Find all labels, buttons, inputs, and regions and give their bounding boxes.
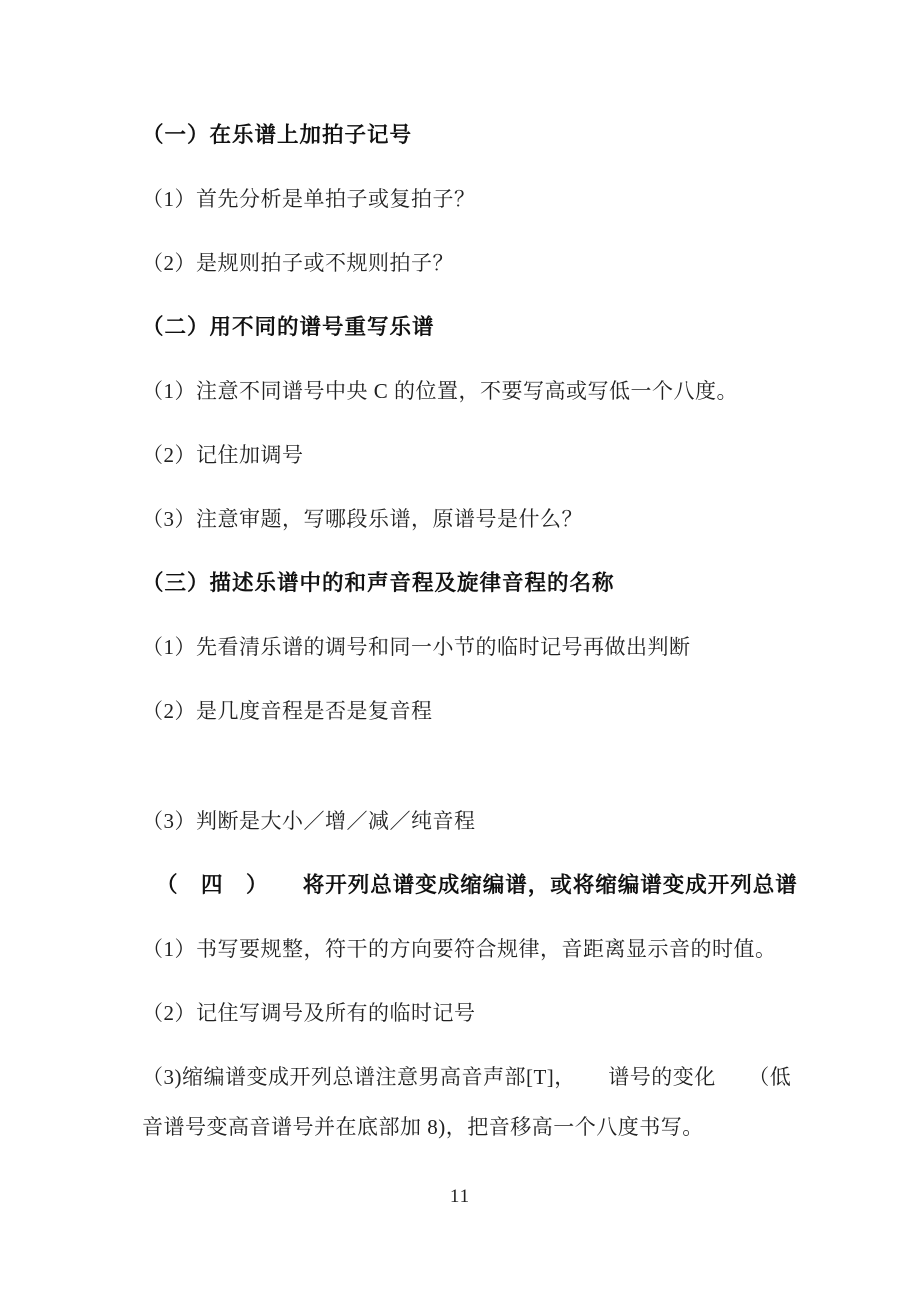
section-3-item-1: （1）先看清乐谱的调号和同一小节的临时记号再做出判断 bbox=[142, 635, 691, 659]
section-2-heading: （二）用不同的谱号重写乐谱 bbox=[142, 315, 435, 339]
section-3-item-3: （3）判断是大小／增／减／纯音程 bbox=[142, 809, 476, 833]
section-1-item-1: （1）首先分析是单拍子或复拍子？ bbox=[142, 187, 476, 211]
section-4-item-3-line-2: 音谱号变高音谱号并在底部加 8)，把音移高一个八度书写。 bbox=[142, 1115, 704, 1139]
section-2-item-1: （1）注意不同谱号中央 C 的位置，不要写高或写低一个八度。 bbox=[142, 379, 739, 403]
page-number: 11 bbox=[449, 1186, 471, 1207]
section-1-heading: （一）在乐谱上加拍子记号 bbox=[142, 123, 413, 147]
blank-line bbox=[142, 750, 804, 796]
section-2-item-3: （3）注意审题，写哪段乐谱，原谱号是什么？ bbox=[142, 507, 583, 531]
document-body bbox=[142, 110, 804, 1166]
section-3-item-2: （2）是几度音程是否是复音程 bbox=[142, 699, 433, 723]
section-2-item-2: （2）记住加调号 bbox=[142, 443, 304, 467]
section-1-item-2: （2）是规则拍子或不规则拍子？ bbox=[142, 251, 454, 275]
section-4-item-3-line-1: （3)缩编谱变成开列总谱注意男高音声部[T]， 谱号的变化 （低 bbox=[142, 1065, 792, 1089]
section-4-heading: （ 四 ） 将开列总谱变成缩编谱，或将缩编谱变成开列总谱 bbox=[156, 873, 798, 897]
section-4-item-1: （1）书写要规整，符干的方向要符合规律，音距离显示音的时值。 bbox=[142, 937, 777, 961]
section-4-item-2: （2）记住写调号及所有的临时记号 bbox=[142, 1001, 476, 1025]
section-3-heading: （三）描述乐谱中的和声音程及旋律音程的名称 bbox=[142, 571, 615, 595]
section-4-item-3 bbox=[142, 1052, 804, 1152]
